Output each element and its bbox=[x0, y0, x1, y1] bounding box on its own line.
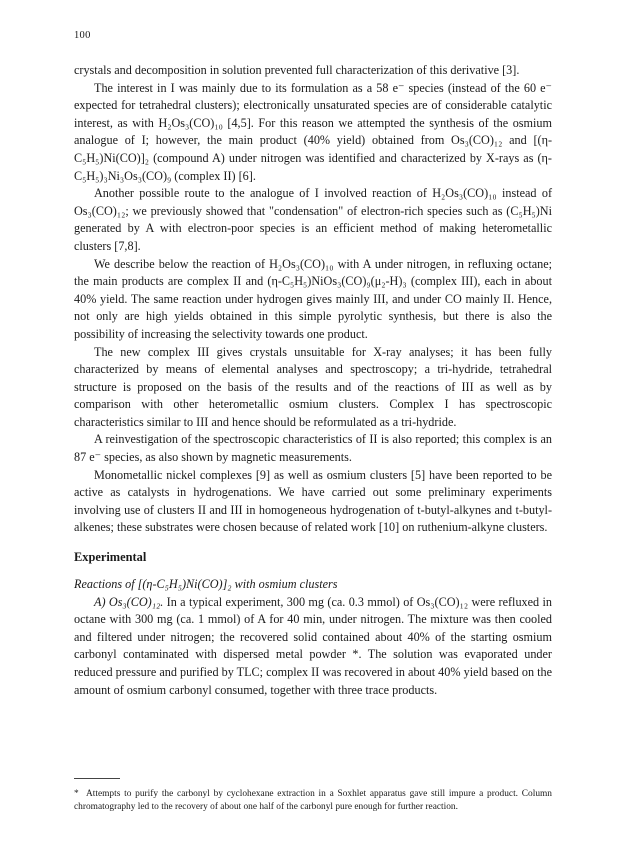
paragraph-7: Monometallic nickel complexes [9] as well as osmium clusters [5] have been reported to be active as catalysts in hydrogenations. We have carried out some preliminary experiments involving use of clusters II and III in homogeneous hydrogenation of t-butyl-alkynes and t-butyl-alkenes; these substrates were chosen because of related work [10] on ruthenium-alkyne clusters. bbox=[74, 467, 552, 535]
body-text bbox=[74, 62, 552, 699]
footnote-rule bbox=[74, 778, 120, 779]
footnote-mark: * bbox=[74, 789, 79, 799]
paragraph-6: A reinvestigation of the spectroscopic characteristics of II is also reported; this complex is an 87 e⁻ species, as also shown by magnetic measurements. bbox=[74, 432, 552, 465]
item-label: A) Os₃(CO)₁₂. bbox=[94, 594, 164, 609]
paragraph-2: The interest in I was mainly due to its formulation as a 58 e⁻ species (instead of the 60 e⁻ expected for tetrahedral clusters); electronically unsaturated species are of considerable catalytic interest, as with H₂Os₃(CO)₁₀ [4,5]. For this reason we attempted the synthesis of the osmium analogue of I; however, the main product (40% yield) obtained from Os₃(CO)₁₂ and [(η-C₅H₅)Ni(CO)]₂ (compound A) under nitrogen was identified and characterized by X-rays as (η-C₅H₅)₃Ni₃Os₃(CO)₉ (complex II) [6]. bbox=[74, 80, 552, 183]
footnote-text: Attempts to purify the carbonyl by cyclohexane extraction in a Soxhlet apparatus gave still impure a product. Column chromatography led to the recovery of about one half of the carbonyl pure enough for further reaction. bbox=[74, 789, 552, 812]
item-text: In a typical experiment, 300 mg (ca. 0.3 mmol) of Os₃(CO)₁₂ were refluxed in octane with 300 mg (ca. 1 mmol) of A for 40 min, under nitrogen. The mixture was then cooled and filtered under nitrogen; the recovered solid contained about 40% of the starting osmium carbonyl contaminated with dispersed metal powder *. The solution was evaporated under reduced pressure and purified by TLC; complex II was recovered in about 40% yield based on the amount of osmium carbonyl consumed, together with three trace products. bbox=[74, 594, 553, 697]
subsection-heading: Reactions of [(η-C₅H₅)Ni(CO)]₂ with osmium clusters bbox=[74, 577, 338, 592]
paragraph-5: The new complex III gives crystals unsuitable for X-ray analyses; it has been fully characterized by means of elemental analyses and spectroscopy; a tri-hydride, tetrahedral structure is proposed on the basis of the results and of the reactions of III as well as by comparison with other heterometallic osmium clusters. Complex I has spectroscopic characteristics similar to III and hence should be reformulated as a tri-hydride. bbox=[74, 344, 552, 429]
experimental-paragraph bbox=[74, 594, 552, 700]
paragraph-4: We describe below the reaction of H₂Os₃(CO)₁₀ with A under nitrogen, in refluxing octane; the main products are complex II and (η-C₅H₅)NiOs₃(CO)₉(μ₂-H)₃ (complex III), each in about 40% yield. The same reaction under hydrogen gives mainly III, and under CO mainly II. Hence, not only are high yields obtained in this simple pyrolytic synthesis, but there is also the possibility of increasing the selectivity towards one product. bbox=[74, 256, 552, 341]
footnote bbox=[74, 788, 552, 814]
paragraph-3: Another possible route to the analogue of I involved reaction of H₂Os₃(CO)₁₀ instead of Os₃(CO)₁₂; we previously showed that "condensation" of electron-rich species such as (C₅H₅)Ni generated by A with electron-poor species is an efficient method of making heterometallic clusters [7,8]. bbox=[74, 186, 552, 253]
paragraph-1: crystals and decomposition in solution prevented full characterization of this derivative [3]. bbox=[74, 63, 520, 77]
page-number: 100 bbox=[74, 30, 91, 41]
section-heading-experimental: Experimental bbox=[74, 550, 147, 565]
